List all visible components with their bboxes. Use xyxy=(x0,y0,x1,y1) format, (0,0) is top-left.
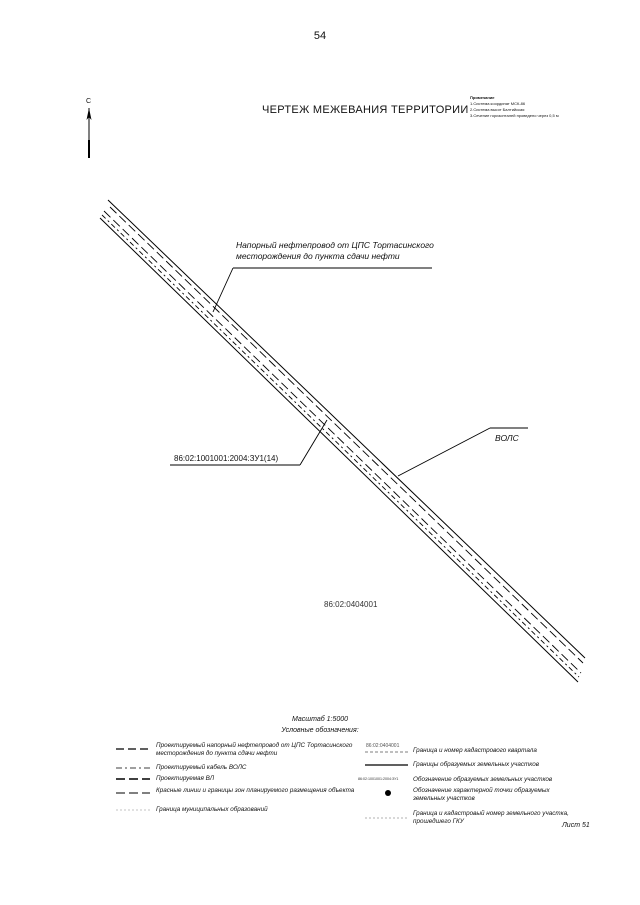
legend-item-formed-parcels: Границы образуемых земельных участков xyxy=(413,761,539,768)
page-number: 54 xyxy=(313,30,327,42)
legend-item-pipeline: Проектируемый напорный нефтепровод от ЦПС Тортасинского месторождения до пункта сдачи нефти xyxy=(156,742,353,757)
corridor-boundary-upper xyxy=(108,200,585,658)
notes-line: 3.Сечение горизонталей проведено через 0,5 м xyxy=(470,113,559,118)
sheet-number: Лист 51 xyxy=(562,822,590,829)
legend-sample-point xyxy=(385,790,391,796)
legend-item-point: Обозначение характерной точки образуемых земельных участков xyxy=(413,787,550,802)
notes-line: 2.Система высот Балтийская xyxy=(470,107,525,112)
legend-item-parcel-designation: Обозначение образуемых земельных участков xyxy=(413,776,553,783)
parcel-label: 86:02:1001001:2004:ЗУ1(14) xyxy=(174,454,279,463)
vols-label: ВОЛС xyxy=(495,433,519,443)
legend-item-municipal: Граница муниципальных образований xyxy=(156,806,268,813)
legend-item-red-lines: Красные линии и границы зон планируемого размещения объекта xyxy=(156,787,355,794)
legend-item-vl: Проектируемая ВЛ xyxy=(156,775,215,782)
pipeline-leader-diag xyxy=(213,268,233,312)
vols-leader xyxy=(398,428,490,476)
legend-item-vols: Проектируемый кабель ВОЛС xyxy=(156,764,247,771)
north-letter: С xyxy=(86,98,92,105)
scale-label: Масштаб 1:5000 xyxy=(291,716,349,723)
notes-line: 1.Система координат МСК-86 xyxy=(470,101,526,106)
pipeline-label: Напорный нефтепровод от ЦПС Тортасинского месторождения до пункта сдачи нефти xyxy=(236,240,434,261)
quarter-label: 86:02:0404001 xyxy=(324,600,378,609)
legend-item-gku-parcel: Граница и кадастровый номер земельного участка, прошедшего ГКУ xyxy=(413,810,569,825)
legend-sample-quarter-number: 86:02:0404001 xyxy=(366,743,400,749)
legend-item-quarter: Граница и номер кадастрового квартала xyxy=(413,747,537,754)
corridor-boundary-lower xyxy=(100,218,578,682)
legend-sample-parcel-number: 86:02:1001001:2004:ЗУ1 xyxy=(358,777,399,781)
legend-title: Условные обозначения: xyxy=(281,727,359,734)
notes-heading: Примечание xyxy=(470,95,495,100)
parcel-leader-diag xyxy=(300,420,327,465)
page-title: ЧЕРТЕЖ МЕЖЕВАНИЯ ТЕРРИТОРИИ xyxy=(262,104,469,116)
